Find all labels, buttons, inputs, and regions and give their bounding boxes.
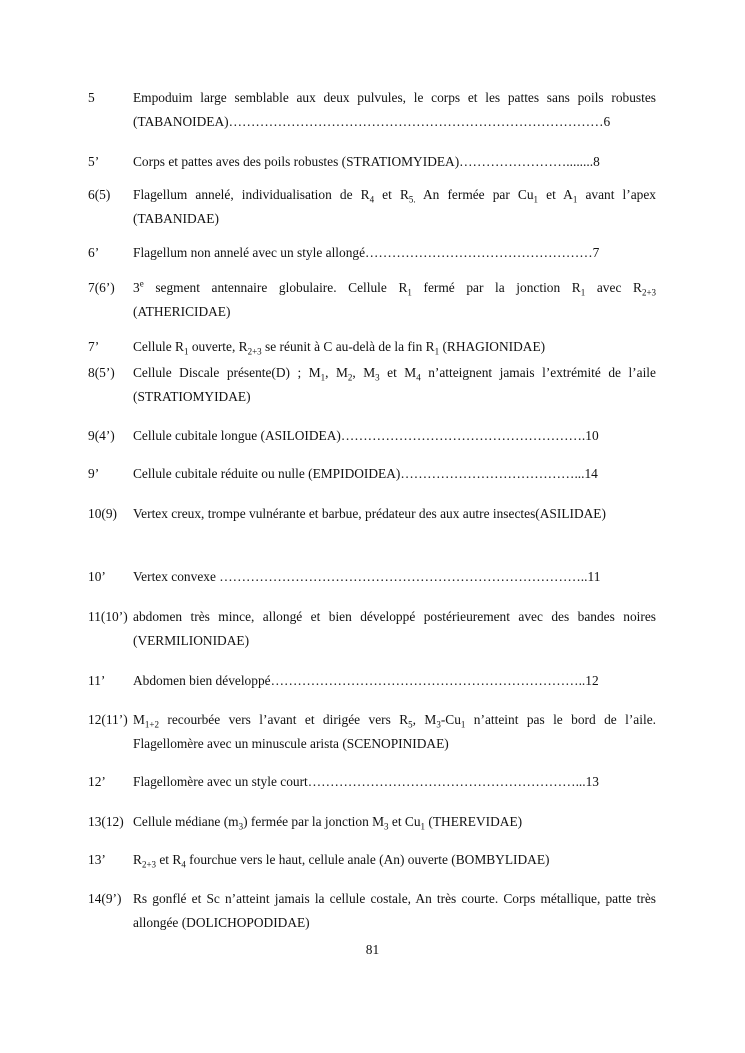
entry-number: 13’: [88, 852, 106, 867]
entry-number: 6’: [88, 245, 100, 260]
key-entry: [88, 605, 656, 653]
entry-text: Cellule cubitale réduite ou nulle (EMPIDOIDEA)…………………………………...14: [133, 466, 598, 481]
key-entry: [88, 183, 656, 231]
entry-number: 11’: [88, 673, 106, 688]
entry-text: Cellule $R_1$ ouverte, $R_{2+3}$ se réunit à C au-delà de la fin $R_1$ (RHAGIONIDAE): [133, 339, 546, 357]
entry-text: abdomen très mince, allongé et bien développé postérieurement avec des bandes noires (VERMILIONIDAE): [133, 609, 656, 648]
entry-number: 10(9): [88, 506, 118, 521]
key-entry: [88, 565, 656, 589]
key-entry: [88, 276, 656, 324]
entry-number: 5’: [88, 154, 100, 169]
entry-text: 3e segment antennaire globulaire. Cellule $R_1$ fermé par la jonction $R_1$ avec $R_{2+3}$ (ATHERICIDAE): [133, 278, 657, 319]
entry-text: $R_{2+3}$ et $R_4$ fourchue vers le haut, cellule anale (An) ouverte (BOMBYLIDAE): [133, 852, 550, 870]
entry-text: Empoduim large semblable aux deux pulvules, le corps et les pattes sans poils robustes (TABANOIDEA)…………………………………………………………………………6: [133, 90, 656, 129]
entry-number: 12(11’): [88, 712, 128, 727]
entry-number: 9(4’): [88, 428, 115, 443]
key-entry: [88, 708, 656, 756]
key-entry: [88, 770, 656, 794]
entry-text: Flagellum annelé, individualisation de $R_4$ et $R_{5.}$ An fermée par $Cu_1$ et $A_1$ avant l’apex (TABANIDAE): [133, 187, 656, 226]
key-entry: [88, 848, 656, 872]
entry-text: Flagellomère avec un style court……………………………………………………...13: [133, 774, 600, 789]
entry-number: 7(6’): [88, 280, 115, 295]
entry-text: Cellule médiane $(m_3)$ fermée par la jonction $M_3$ et $Cu_1$ (THEREVIDAE): [133, 814, 523, 832]
entry-number: 9’: [88, 466, 100, 481]
key-entry: [88, 335, 656, 359]
key-entry: [88, 241, 656, 265]
entry-number: 10’: [88, 569, 106, 584]
entry-text: Vertex creux, trompe vulnérante et barbue, prédateur des aux autre insectes(ASILIDAE): [133, 506, 606, 521]
entry-text: Cellule Discale présente(D) ; $M_1$, $M_2$, $M_3$ et $M_4$ n’atteignent jamais l’extrémité de l’aile (STRATIOMYIDAE): [133, 365, 656, 404]
entry-text: Cellule cubitale longue (ASILOIDEA)……………………………………………….10: [133, 428, 599, 443]
key-entry: [88, 669, 656, 693]
key-entry: [88, 502, 656, 526]
key-entry: [88, 424, 656, 448]
entry-text: Abdomen bien développé……………………………………………………………..12: [133, 673, 599, 688]
entry-text: Flagellum non annelé avec un style allongé……………………………………………7: [133, 245, 600, 260]
key-entry: [88, 86, 656, 134]
entry-number: 7’: [88, 339, 100, 354]
key-entry: [88, 361, 656, 409]
entry-number: 8(5’): [88, 365, 115, 380]
key-entry: [88, 887, 656, 935]
entry-text: Vertex convexe ………………………………………………………………………..11: [133, 569, 601, 584]
page-number: 81: [365, 942, 380, 957]
entry-number: 14(9’): [88, 891, 122, 906]
key-entry: [88, 810, 656, 834]
entry-number: 6(5): [88, 187, 111, 202]
key-entry: [88, 150, 656, 174]
entry-text: $M_{1+2}$ recourbée vers l’avant et dirigée vers $R_5$, $M_3-Cu_1$ n’atteint pas le bord de l’aile. Flagellomère avec un minuscule arista (SCENOPINIDAE): [133, 712, 656, 751]
entry-text: Corps et pattes aves des poils robustes (STRATIOMYIDEA)……………………........8: [133, 154, 600, 169]
entry-number: 11(10’): [88, 609, 128, 624]
entry-number: 12’: [88, 774, 106, 789]
entry-text: Rs gonflé et Sc n’atteint jamais la cellule costale, An très courte. Corps métallique, patte très allongée (DOLICHOPODIDAE): [133, 891, 656, 930]
entry-number: 13(12): [88, 814, 124, 829]
key-entry: [88, 462, 656, 486]
entry-number: 5: [88, 90, 95, 105]
